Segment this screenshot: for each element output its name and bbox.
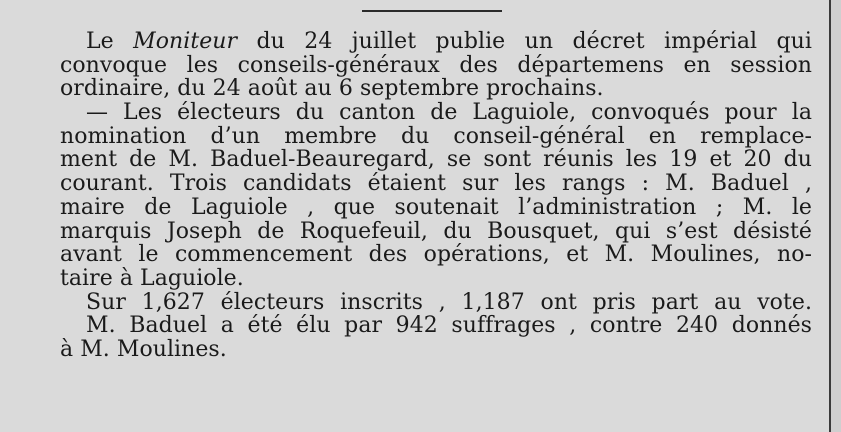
article-line: convoque les conseils-généraux des départemens en session xyxy=(60,52,812,78)
article-line: nomination d’un membre du conseil-général en remplace- xyxy=(60,123,812,149)
article-line xyxy=(60,30,812,54)
article-line: ment de M. Baduel-Beauregard, se sont réunis les 19 et 20 du xyxy=(60,147,812,173)
article-line: marquis Joseph de Roquefeuil, du Bousquet, qui s’est désisté xyxy=(60,218,812,244)
publication-name: Moniteur xyxy=(133,29,238,54)
article-body xyxy=(60,30,812,362)
text-fragment: du 24 juillet publie un décret impérial qui xyxy=(237,29,812,54)
page-margin xyxy=(831,0,841,432)
article-line: ordinaire, du 24 août au 6 septembre prochains. xyxy=(60,76,604,102)
article-line: — Les électeurs du canton de Laguiole, convoqués pour la xyxy=(86,100,812,126)
text-fragment: Le xyxy=(86,29,134,54)
article-line: courant. Trois candidats étaient sur les rangs : M. Baduel , xyxy=(60,171,812,197)
article-line: maire de Laguiole , que soutenait l’administration ; M. le xyxy=(60,194,812,220)
article-line: à M. Moulines. xyxy=(60,336,227,362)
article-line: taire à Laguiole. xyxy=(60,265,244,291)
section-divider xyxy=(362,10,502,12)
article-line: Sur 1,627 électeurs inscrits , 1,187 ont pris part au vote. xyxy=(86,289,812,315)
article-line: M. Baduel a été élu par 942 suffrages , contre 240 donnés xyxy=(86,313,812,339)
article-line: avant le commencement des opérations, et M. Moulines, no- xyxy=(60,242,812,268)
